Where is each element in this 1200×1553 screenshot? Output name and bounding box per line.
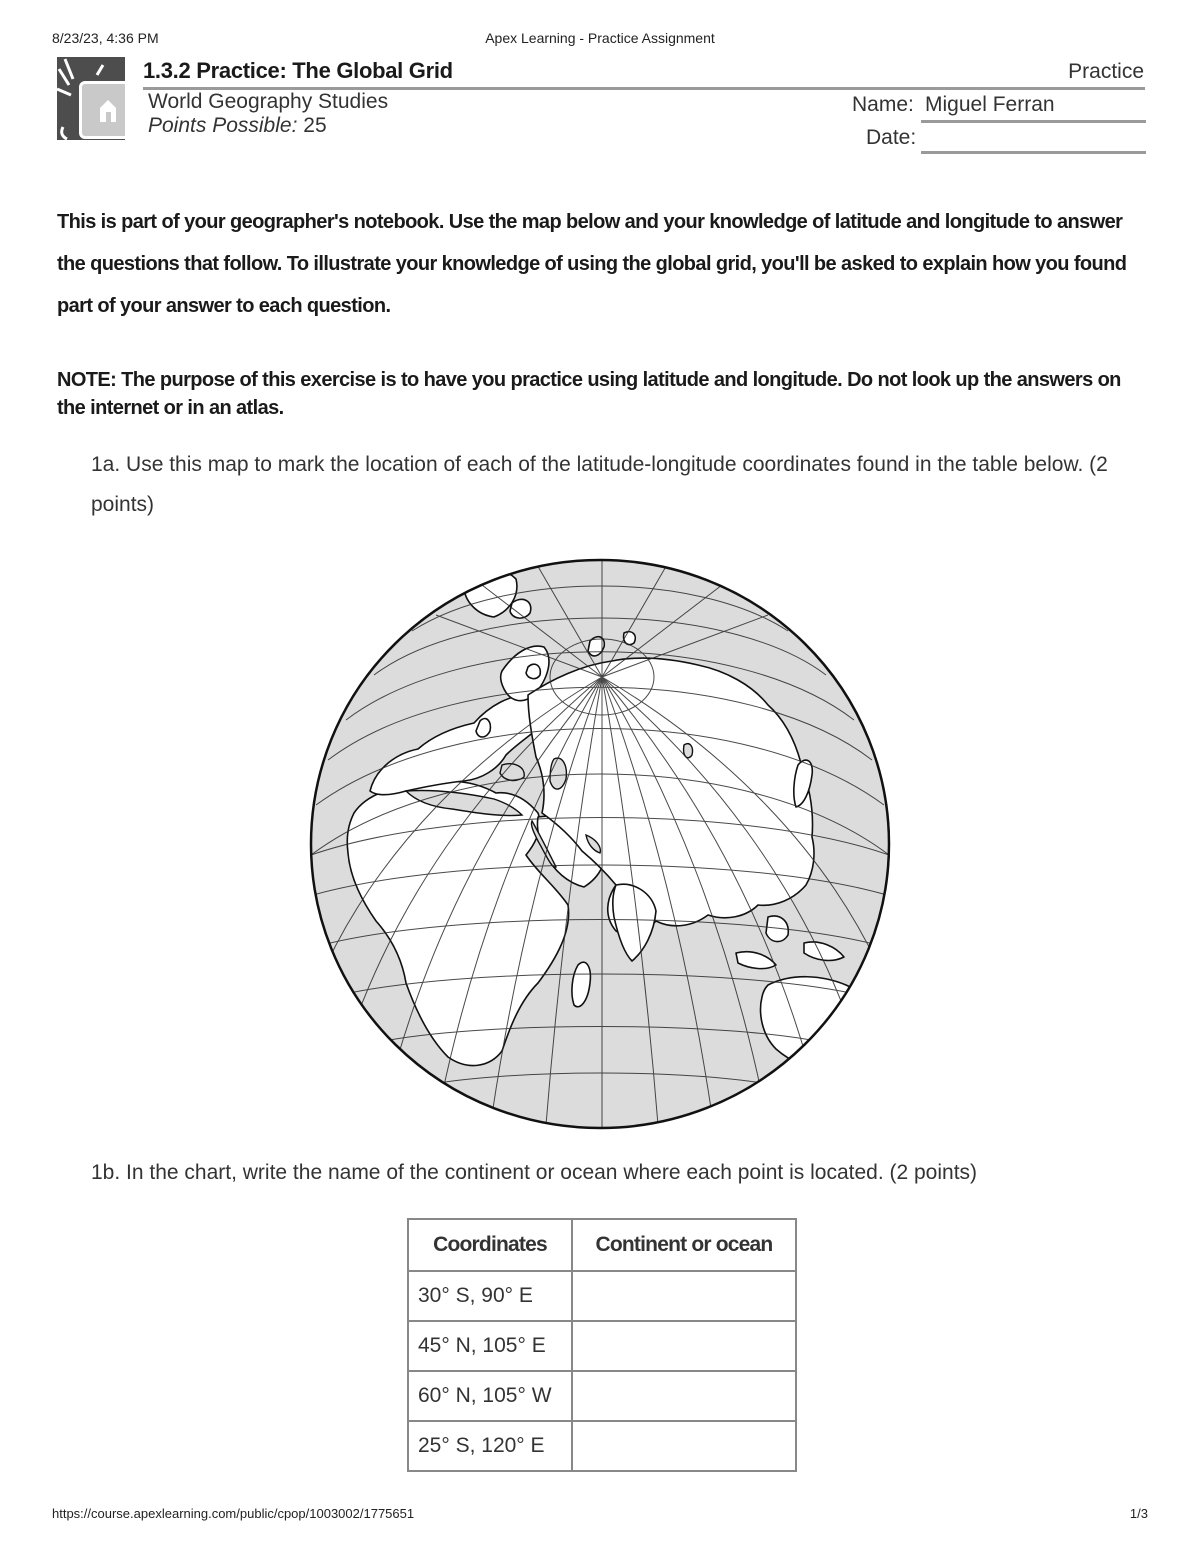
date-label: Date: xyxy=(866,126,917,149)
course-name: World Geography Studies xyxy=(148,90,389,113)
coordinates-cell: 30° S, 90° E xyxy=(408,1271,572,1321)
assignment-type: Practice xyxy=(1068,60,1144,83)
continent-ocean-header: Continent or ocean xyxy=(572,1219,796,1271)
coordinates-cell: 25° S, 120° E xyxy=(408,1421,572,1471)
points-label: Points Possible: xyxy=(148,114,298,137)
coordinates-table xyxy=(407,1218,797,1472)
answer-cell[interactable] xyxy=(572,1371,796,1421)
question-1b: 1b. In the chart, write the name of the continent or ocean where each point is located. (2 points) xyxy=(91,1161,978,1184)
assignment-title: 1.3.2 Practice: The Global Grid xyxy=(143,58,453,83)
instructions-intro: This is part of your geographer's notebook. Use the map below and your knowledge of latitude and longitude to answer the questions that follow. To illustrate your knowledge of using the global grid, you'll be asked to explain how you found part of your answer to each question. xyxy=(57,211,1127,317)
print-page-title: Apex Learning - Practice Assignment xyxy=(485,30,715,46)
answer-cell[interactable] xyxy=(572,1321,796,1371)
name-field[interactable]: Miguel Ferran xyxy=(925,93,1055,116)
answer-cell[interactable] xyxy=(572,1271,796,1321)
name-underline xyxy=(921,120,1146,123)
coordinates-header: Coordinates xyxy=(408,1219,572,1271)
date-field[interactable] xyxy=(921,151,1146,154)
globe-map[interactable] xyxy=(306,555,894,1133)
apex-logo xyxy=(57,57,125,140)
footer-url: https://course.apexlearning.com/public/cpop/1003002/1775651 xyxy=(52,1506,415,1521)
instructions-note: NOTE: The purpose of this exercise is to have you practice using latitude and longitude. Do not look up the answers on the internet or in an atlas. xyxy=(57,369,1121,419)
schoolhouse-badge-icon xyxy=(79,81,125,139)
question-1a: 1a. Use this map to mark the location of each of the latitude-longitude coordinates found in the table below. (2 points) xyxy=(91,453,1108,516)
points-value: 25 xyxy=(303,114,327,137)
table-row xyxy=(408,1321,796,1371)
name-label: Name: xyxy=(852,93,914,116)
table-row xyxy=(408,1421,796,1471)
coordinates-cell: 60° N, 105° W xyxy=(408,1371,572,1421)
points-possible xyxy=(148,114,327,138)
coordinates-cell: 45° N, 105° E xyxy=(408,1321,572,1371)
table-row xyxy=(408,1271,796,1321)
table-header-row xyxy=(408,1219,796,1271)
table-row xyxy=(408,1371,796,1421)
arctic-island-1 xyxy=(526,664,540,678)
page-number: 1/3 xyxy=(1129,1506,1148,1521)
caspian-sea xyxy=(550,758,566,789)
answer-cell[interactable] xyxy=(572,1421,796,1471)
print-datetime: 8/23/23, 4:36 PM xyxy=(52,30,159,46)
